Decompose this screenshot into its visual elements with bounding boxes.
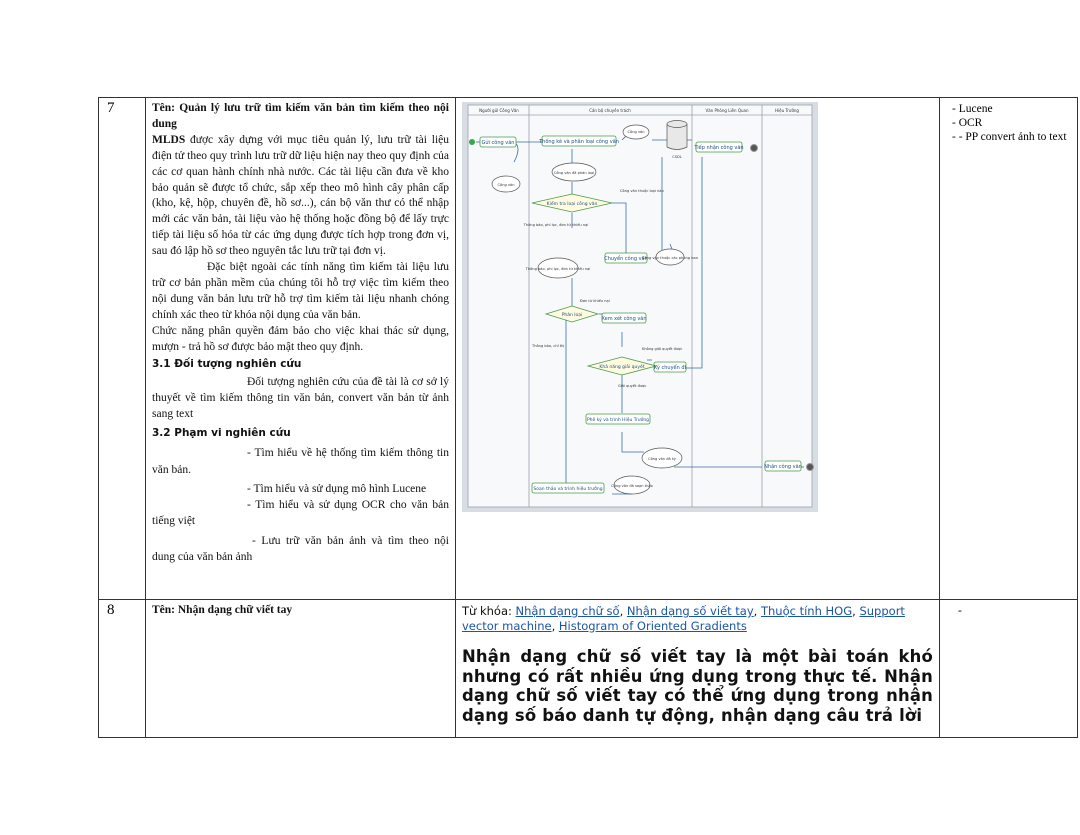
tech-item: - Lucene — [952, 103, 993, 115]
obj-db: CSDL — [672, 155, 682, 159]
abstract-cell — [456, 600, 940, 738]
node-classify: Thống kê và phân loại công văn — [539, 139, 619, 145]
node-draft: Soạn thảo và trình hiệu trưởng — [533, 487, 603, 492]
node-transfer: Chuyển công văn — [604, 256, 648, 262]
topics-table — [98, 97, 1078, 738]
end-icon — [751, 145, 758, 152]
tech-item: - — [958, 605, 962, 617]
lane-officer: Cán bộ chuyên trách — [589, 108, 631, 113]
keyword-link[interactable]: Nhận dạng chữ số — [515, 604, 620, 618]
note-directive: Thông báo, chỉ thị — [532, 344, 565, 348]
para-intro: MLDS được xây dựng với mục tiêu quản lý, lưu trữ tài liệu điện tử theo quy trình lưu trữ dữ liệu hiện nay theo quy định của các cơ quan hành chính nhà nước. Các tài liệu cần đưa về kho bảo quản sẽ được tổ chức, sắp xếp theo mô hình cây phân cấp (kho, kệ, hộp, chuyên đề, hồ sơ...), cán bộ văn thư có thể nhập mới các văn bản, tài liệu vào hệ thống hoặc đồng bộ để lấy trực tiếp tài liệu số hóa từ các ứng dụng được tích hợp trong đơn vị, sau đó lập hồ sơ theo nguyên tắc lưu trữ tại đơn vị. — [152, 133, 449, 258]
tech-item: - - PP convert ảnh to text — [952, 131, 1067, 143]
node-sign-send: Ký chuyển đi — [654, 365, 686, 371]
note-notice: Thông báo, phí lọc, đơn từ khiếu nại — [523, 223, 589, 227]
obj-signed: Công văn đã ký — [648, 457, 676, 461]
lane-sender: Người gửi Công Văn — [479, 108, 519, 113]
technology-cell — [940, 600, 1078, 738]
project-title: Tên: Quản lý lưu trữ tìm kiếm văn bản tìm kiếm theo nội dung — [152, 102, 449, 130]
diagram-cell — [456, 98, 940, 600]
heading-research-scope: 3.2 Phạm vi nghiên cứu — [152, 427, 291, 440]
keywords: Từ khóa: Nhận dạng chữ số, Nhận dạng số viết tay, Thuộc tính HOG, Support vector machine, Histogram of Oriented Gradients — [462, 604, 905, 633]
node-review: Xem xét công văn — [601, 316, 647, 322]
scope-item: - Tìm hiểu về hệ thống tìm kiếm thông tin văn bản. — [152, 447, 449, 476]
lane-office: Văn Phòng Liên Quan — [705, 108, 749, 113]
scope-item: - Tìm hiểu và sử dụng OCR cho văn bản tiếng việt — [152, 498, 449, 527]
para-search: Đặc biệt ngoài các tính năng tìm kiếm tài liệu lưu trữ cơ bản phần mềm của chúng tôi hỗ trợ việc tìm kiếm theo nội dung văn bản lưu trữ hỗ trợ tìm kiếm tài liệu nhanh chóng chính xác theo từ khóa nội dụng của văn bản. — [152, 261, 449, 321]
table-row — [99, 600, 1078, 738]
node-check: Kiểm tra loại công văn — [546, 202, 598, 207]
row-number: 8 — [99, 600, 146, 738]
keyword-link[interactable]: Thuộc tính HOG — [760, 604, 853, 618]
node-get: Nhận công văn — [764, 464, 802, 470]
obj-classified: Công văn đã phân loại — [553, 171, 595, 175]
table-row — [99, 98, 1078, 600]
obj-doc2: Công văn — [497, 183, 515, 187]
end-icon — [807, 464, 814, 471]
note-which: Công văn thuộc loại nào — [620, 189, 664, 193]
workflow-diagram — [462, 102, 818, 512]
keyword-link[interactable]: Histogram of Oriented Gradients — [558, 618, 747, 633]
tech-item: - OCR — [952, 117, 983, 129]
keywords-label: Từ khóa: — [462, 604, 516, 618]
note-resolved: Giải quyết được — [618, 384, 647, 388]
obj-dept: Công văn thuộc các phòng ban — [642, 256, 698, 260]
obj-doc: Công văn — [627, 130, 645, 134]
obj-notice: Thông báo, phí lọc, đơn từ khiếu nại — [525, 267, 591, 271]
scope-item: - Tìm hiểu và sử dụng mô hình Lucene — [247, 483, 427, 496]
project-description — [146, 98, 456, 600]
note-unresolved: Không giải quyết được — [642, 347, 683, 351]
lane-principal: Hiệu Trưởng — [775, 108, 799, 113]
heading-research-object: 3.1 Đối tượng nghiên cứu — [152, 357, 302, 370]
para-research-object: Đối tượng nghiên cứu của đề tài là cơ sở lý thuyết về tìm kiếm thông tin văn bản, convert văn bản từ ảnh sang text — [152, 376, 449, 421]
database-icon — [667, 121, 687, 150]
node-sort: Phân loại — [561, 313, 583, 318]
para-permission: Chức năng phân quyền đảm bảo cho việc khai thác sử dụng, mượn - trả hồ sơ được bảo mật theo quy định. — [152, 324, 449, 353]
start-icon — [469, 139, 475, 145]
keyword-link[interactable]: Nhận dạng số viết tay — [626, 604, 754, 618]
node-receive: Tiếp nhận công văn — [694, 145, 744, 151]
row-number: 7 — [99, 98, 146, 600]
technology-cell — [940, 98, 1078, 600]
node-approve: Phê ký và trình Hiệu Trưởng — [586, 418, 650, 423]
project-description — [146, 600, 456, 738]
project-title: Tên: Nhận dạng chữ viết tay — [152, 604, 293, 616]
scope-item: - Lưu trữ văn bản ảnh và tìm theo nội dung của văn bản ảnh — [152, 534, 449, 563]
keyword-link[interactable]: Support vector machine — [462, 604, 905, 633]
note-complaint: Đơn từ khiếu nại — [580, 299, 610, 303]
node-ability: Khả năng giải quyết — [599, 365, 645, 370]
obj-drafted: Công văn đã soạn thảo — [611, 484, 653, 488]
abstract-text: Nhận dạng chữ số viết tay là một bài toán khó nhưng có rất nhiều ứng dụng trong thực tế. Nhận dạng chữ số viết tay có thể ứng dụng trong nhận dạng số báo danh tự động, nhận dạng câu trả lời — [462, 647, 933, 725]
node-send: Gửi công văn — [481, 140, 515, 146]
